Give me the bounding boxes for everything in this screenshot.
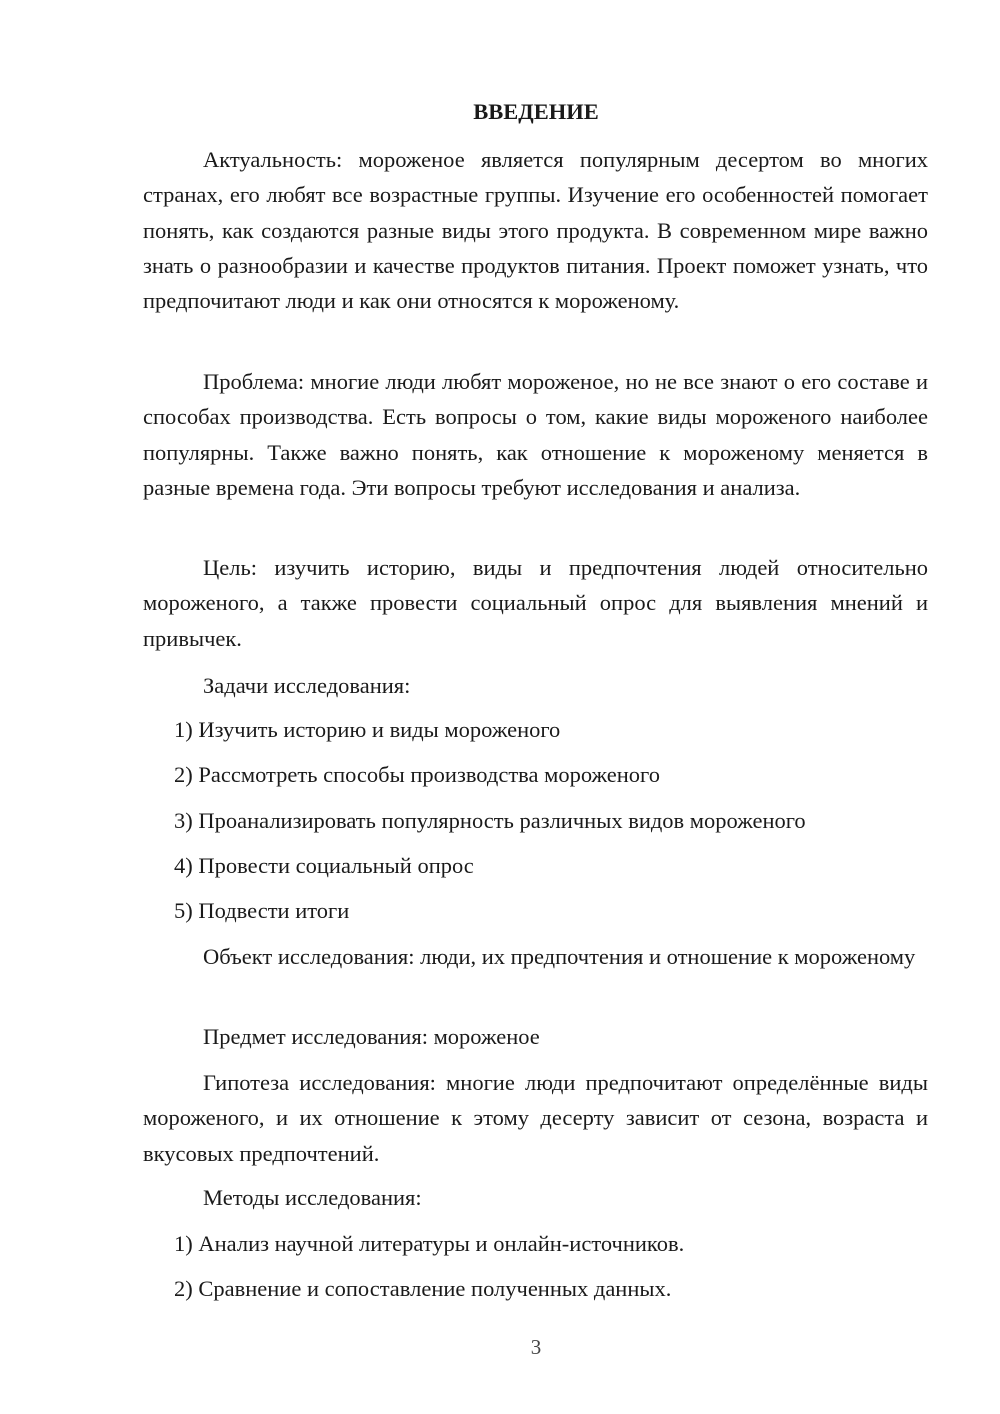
method-item: 1) Анализ научной литературы и онлайн-источников. [174, 1231, 685, 1256]
task-item: 1) Изучить историю и виды мороженого [174, 717, 561, 742]
relevance-paragraph: Актуальность: мороженое является популярным десертом во многих странах, его любят все возрастные группы. Изучение его особенностей помогает понять, как создаются разные виды этого продукта. В современном мире важно знать о разнообразии и качестве продуктов питания. Проект поможет узнать, что предпочитают люди и как они относятся к мороженому. [143, 147, 928, 314]
task-item: 4) Провести социальный опрос [174, 853, 474, 878]
task-item: 3) Проанализировать популярность различных видов мороженого [174, 808, 806, 833]
task-item: 2) Рассмотреть способы производства мороженого [174, 762, 660, 787]
tasks-heading: Задачи исследования: [203, 673, 411, 698]
method-item: 2) Сравнение и сопоставление полученных данных. [174, 1276, 672, 1301]
subject-line: Предмет исследования: мороженое [203, 1024, 540, 1049]
hypothesis-paragraph: Гипотеза исследования: многие люди предпочитают определённые виды мороженого, и их отношение к этому десерту зависит от сезона, возраста и вкусовых предпочтений. [143, 1070, 928, 1166]
page-number: 3 [530, 1335, 542, 1359]
object-paragraph: Объект исследования: люди, их предпочтения и отношение к мороженому [203, 944, 916, 969]
goal-paragraph: Цель: изучить историю, виды и предпочтения людей относительно мороженого, а также провести социальный опрос для выявления мнений и привычек. [143, 555, 928, 651]
page-title: ВВЕДЕНИЕ [473, 99, 599, 124]
problem-paragraph: Проблема: многие люди любят мороженое, но не все знают о его составе и способах производства. Есть вопросы о том, какие виды мороженого наиболее популярны. Также важно понять, как отношение к мороженому меняется в разные времена года. Эти вопросы требуют исследования и анализа. [143, 369, 928, 500]
task-item: 5) Подвести итоги [174, 898, 350, 923]
methods-heading: Методы исследования: [203, 1185, 422, 1210]
